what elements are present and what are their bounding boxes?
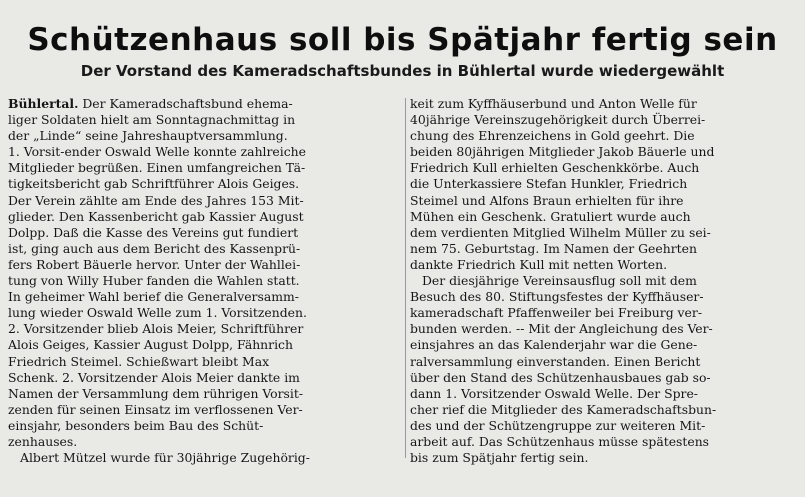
text-line: keit zum Kyffhäuserbund und Anton Welle für [410, 96, 697, 111]
text-line: zenden für seinen Einsatz im verflossenen Ver- [8, 401, 303, 417]
text-line: nem 75. Geburtstag. Im Namen der Geehrten [410, 240, 697, 256]
text-line: dann 1. Vorsitzender Oswald Welle. Der Spre- [410, 385, 698, 401]
text-line: Der diesjährige Vereinsausflug soll mit dem [422, 273, 697, 289]
text-line: Namen der Versammlung dem rührigen Vorsit- [8, 385, 304, 401]
text-line: Alois Geiges, Kassier August Dolpp, Fähnrich [8, 337, 293, 353]
text-line: Dolpp. Daß die Kasse des Vereins gut fundiert [8, 224, 299, 240]
text-line: Albert Mützel wurde für 30jährige Zugehörig- [20, 450, 310, 466]
text-line: über den Stand des Schützenhausbaues gab so- [410, 369, 711, 385]
right-column [410, 96, 795, 466]
text-line: zenhauses. [8, 433, 78, 449]
text-line: einsjahres an das Kalenderjahr war die Gene- [410, 337, 698, 353]
text-line [8, 96, 402, 112]
text-line: Besuch des 80. Stiftungsfestes der Kyffhäuser- [410, 289, 704, 305]
text-line: dankte Friedrich Kull mit netten Worten. [410, 256, 668, 272]
text-line: des und der Schützengruppe zur weiteren Mit- [410, 417, 706, 433]
text-line: 1. Vorsit-ender Oswald Welle konnte zahlreiche [8, 144, 306, 160]
text-line: Der Verein zählte am Ende des Jahres 153 Mit- [8, 192, 304, 208]
text-line: Friedrich Steimel. Schießwart bleibt Max [8, 353, 270, 369]
dateline: Bühlertal. [8, 96, 79, 111]
text-line: beiden 80jährigen Mitglieder Jakob Bäuerle und [410, 144, 715, 160]
text-line: Mitglieder begrüßen. Einen umfangreichen Tä- [8, 160, 306, 176]
text-line: kameradschaft Pfaffenweiler bei Freiburg ver- [410, 305, 703, 321]
text-line: arbeit auf. Das Schützenhaus müsse spätestens [410, 433, 710, 449]
left-column [8, 96, 402, 466]
text-line: die Unterkassiere Stefan Hunkler, Friedrich [410, 176, 688, 192]
text-line: Friedrich Kull erhielten Geschenkkörbe. Auch [410, 160, 700, 176]
text-line: tung von Willy Huber fanden die Wahlen statt. [8, 273, 300, 289]
text-line: der „Linde“ seine Jahreshauptversammlung. [8, 128, 288, 144]
text-line: dem verdienten Mitglied Wilhelm Müller zu sei- [410, 224, 711, 240]
headline: Schützenhaus soll bis Spätjahr fertig sein [27, 22, 778, 58]
column-divider [405, 98, 406, 458]
subheadline: Der Vorstand des Kameradschaftsbundes in Bühlertal wurde wiedergewählt [80, 62, 725, 80]
text-line: In geheimer Wahl berief die Generalversamm- [8, 289, 299, 305]
text-line: tigkeitsbericht gab Schriftführer Alois Geiges. [8, 176, 300, 192]
text-line: einsjahr, besonders beim Bau des Schüt- [8, 417, 264, 433]
text-line: liger Soldaten hielt am Sonntagnachmittag in [8, 112, 296, 128]
text-line: 2. Vorsitzender blieb Alois Meier, Schriftführer [8, 321, 304, 337]
text-line: lung wieder Oswald Welle zum 1. Vorsitzenden. [8, 305, 307, 321]
text-line: ralversammlung einverstanden. Einen Bericht [410, 353, 701, 369]
text-line: Mühen ein Geschenk. Gratuliert wurde auch [410, 208, 691, 224]
text-line: chung des Ehrenzeichens in Gold geehrt. Die [410, 128, 695, 144]
text-line-content: Der Kameradschaftsbund ehema- [78, 96, 293, 111]
text-line: 40jährige Vereinszugehörigkeit durch Überrei- [410, 112, 706, 128]
text-line: bis zum Spätjahr fertig sein. [410, 450, 589, 466]
text-line: ist, ging auch aus dem Bericht des Kassenprü- [8, 240, 301, 256]
text-line: bunden werden. -- Mit der Angleichung des Ver- [410, 321, 713, 337]
text-line: glieder. Den Kassenbericht gab Kassier August [8, 208, 304, 224]
text-line: Schenk. 2. Vorsitzender Alois Meier dankte im [8, 369, 300, 385]
text-line: Steimel und Alfons Braun erhielten für ihre [410, 192, 684, 208]
text-line: cher rief die Mitglieder des Kameradschaftsbun- [410, 401, 717, 417]
text-line: fers Robert Bäuerle hervor. Unter der Wahllei- [8, 256, 301, 272]
